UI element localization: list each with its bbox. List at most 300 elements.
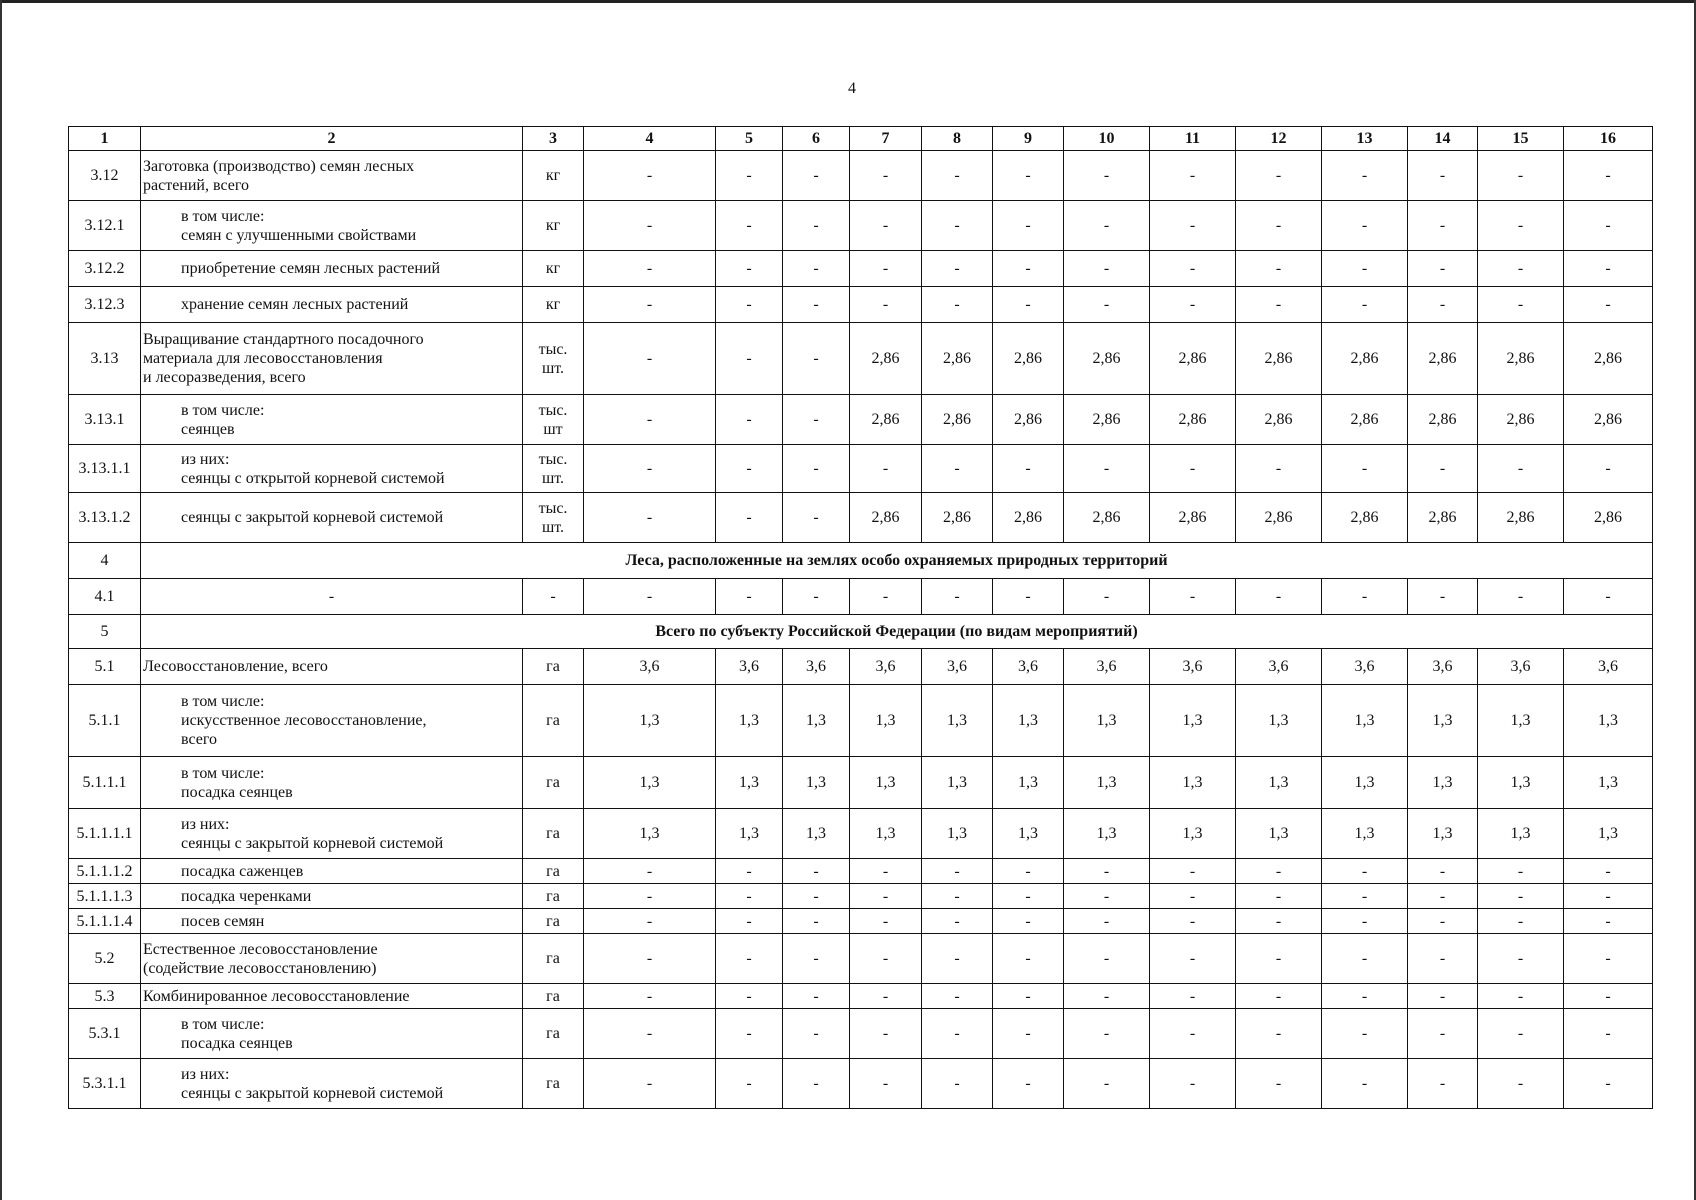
row-unit	[523, 934, 584, 984]
value-cell: -	[1478, 909, 1564, 934]
value-cell: -	[783, 859, 850, 884]
value-cell: 3,6	[584, 649, 716, 685]
value-cell: -	[1478, 251, 1564, 287]
cell-line: тыс.	[538, 499, 568, 517]
row-number: 3.13.1.1	[69, 445, 141, 493]
row-name	[141, 395, 523, 445]
value-cell: -	[1322, 859, 1408, 884]
cell-line: Комбинированное лесовосстановление	[143, 987, 410, 1005]
value-cell: 1,3	[993, 757, 1064, 809]
value-cell: -	[1564, 201, 1653, 251]
value-cell: -	[922, 151, 993, 201]
value-cell: 3,6	[850, 649, 922, 685]
value-cell: -	[584, 1009, 716, 1059]
value-cell: -	[783, 884, 850, 909]
cell-line: посадка сеянцев	[181, 783, 293, 801]
column-header: 3	[523, 127, 584, 151]
value-cell: -	[850, 579, 922, 615]
row-unit	[523, 445, 584, 493]
section-title: Всего по субъекту Российской Федерации (по видам мероприятий)	[141, 615, 1653, 649]
row-number: 3.13.1	[69, 395, 141, 445]
cell-line: -	[328, 588, 335, 605]
value-cell: -	[584, 395, 716, 445]
value-cell: 1,3	[1236, 757, 1322, 809]
table-row	[69, 493, 1653, 543]
value-cell: -	[1408, 884, 1478, 909]
row-unit	[523, 323, 584, 395]
cell-line: в том числе:	[181, 1015, 265, 1033]
column-header: 6	[783, 127, 850, 151]
cell-line: га	[546, 825, 560, 842]
value-cell: 2,86	[1408, 493, 1478, 543]
value-cell: -	[1150, 1059, 1236, 1109]
cell-line: га	[546, 950, 560, 967]
row-number: 5.1.1.1	[69, 757, 141, 809]
cell-line: искусственное лесовосстановление,	[181, 712, 427, 729]
value-cell: -	[1064, 1059, 1150, 1109]
cell-line: Заготовка (производство) семян лесных	[143, 157, 415, 175]
row-number: 5.1.1.1.2	[69, 859, 141, 884]
value-cell: -	[783, 493, 850, 543]
row-unit	[523, 1009, 584, 1059]
row-unit	[523, 251, 584, 287]
value-cell: -	[1564, 859, 1653, 884]
row-number: 3.12.2	[69, 251, 141, 287]
cell-line: шт	[543, 420, 563, 438]
value-cell: -	[1064, 445, 1150, 493]
value-cell: -	[1322, 1059, 1408, 1109]
value-cell: 1,3	[716, 809, 783, 859]
value-cell: -	[1564, 445, 1653, 493]
value-cell: -	[922, 859, 993, 884]
value-cell: -	[584, 151, 716, 201]
value-cell: -	[1150, 151, 1236, 201]
value-cell: -	[1478, 1059, 1564, 1109]
column-header: 10	[1064, 127, 1150, 151]
cell-line: га	[546, 658, 560, 675]
row-name	[141, 859, 523, 884]
column-header: 7	[850, 127, 922, 151]
cell-line: га	[546, 1075, 560, 1092]
table-row	[69, 1059, 1653, 1109]
value-cell: -	[1408, 1059, 1478, 1109]
value-cell: 3,6	[1478, 649, 1564, 685]
value-cell: -	[993, 1059, 1064, 1109]
column-header: 2	[141, 127, 523, 151]
value-cell: -	[993, 579, 1064, 615]
value-cell: 2,86	[1150, 395, 1236, 445]
value-cell: 2,86	[1064, 395, 1150, 445]
value-cell: -	[1478, 934, 1564, 984]
row-unit	[523, 151, 584, 201]
value-cell: -	[783, 984, 850, 1009]
value-cell: -	[584, 909, 716, 934]
row-unit	[523, 757, 584, 809]
value-cell: -	[783, 251, 850, 287]
row-name	[141, 579, 523, 615]
value-cell: -	[1236, 579, 1322, 615]
value-cell: -	[1236, 445, 1322, 493]
cell-line: Лесовосстановление, всего	[143, 658, 328, 675]
value-cell: -	[1150, 859, 1236, 884]
table-body	[69, 127, 1653, 1109]
value-cell: -	[1478, 201, 1564, 251]
value-cell: -	[716, 493, 783, 543]
value-cell: 1,3	[850, 757, 922, 809]
value-cell: -	[993, 445, 1064, 493]
value-cell: -	[922, 884, 993, 909]
value-cell: -	[850, 287, 922, 323]
value-cell: -	[716, 151, 783, 201]
value-cell: 1,3	[1322, 685, 1408, 757]
table-row	[69, 685, 1653, 757]
value-cell: -	[1064, 579, 1150, 615]
value-cell: -	[1064, 934, 1150, 984]
value-cell: -	[1322, 445, 1408, 493]
value-cell: -	[1408, 579, 1478, 615]
value-cell: 3,6	[1408, 649, 1478, 685]
value-cell: -	[1478, 859, 1564, 884]
value-cell: 1,3	[922, 685, 993, 757]
cell-line: растений, всего	[143, 176, 250, 194]
cell-line: в том числе:	[181, 693, 265, 710]
cell-line: посадка сеянцев	[181, 1034, 293, 1052]
value-cell: -	[850, 909, 922, 934]
value-cell: -	[993, 201, 1064, 251]
value-cell: 1,3	[1478, 809, 1564, 859]
value-cell: -	[1408, 201, 1478, 251]
value-cell: -	[1564, 579, 1653, 615]
value-cell: -	[1322, 251, 1408, 287]
row-name	[141, 909, 523, 934]
value-cell: -	[1564, 909, 1653, 934]
value-cell: -	[1150, 909, 1236, 934]
value-cell: -	[1564, 934, 1653, 984]
value-cell: -	[584, 201, 716, 251]
value-cell: -	[1408, 984, 1478, 1009]
value-cell: -	[783, 445, 850, 493]
value-cell: -	[783, 909, 850, 934]
table-row	[69, 579, 1653, 615]
value-cell: -	[1322, 151, 1408, 201]
section-row	[69, 615, 1653, 649]
cell-line: тыс.	[538, 450, 568, 468]
value-cell: 2,86	[993, 323, 1064, 395]
column-header: 4	[584, 127, 716, 151]
value-cell: 1,3	[1322, 809, 1408, 859]
value-cell: -	[584, 934, 716, 984]
row-unit	[523, 395, 584, 445]
value-cell: -	[783, 395, 850, 445]
row-name	[141, 685, 523, 757]
cell-line: из них:	[181, 450, 230, 468]
column-header: 8	[922, 127, 993, 151]
column-header: 9	[993, 127, 1064, 151]
row-name	[141, 884, 523, 909]
table-row	[69, 649, 1653, 685]
column-header: 14	[1408, 127, 1478, 151]
value-cell: 2,86	[1408, 395, 1478, 445]
value-cell: -	[850, 884, 922, 909]
value-cell: 1,3	[1408, 809, 1478, 859]
row-number: 5	[69, 615, 141, 649]
value-cell: -	[1408, 859, 1478, 884]
row-name	[141, 445, 523, 493]
value-cell: 1,3	[783, 809, 850, 859]
value-cell: 1,3	[1408, 757, 1478, 809]
row-number: 4.1	[69, 579, 141, 615]
row-unit	[523, 579, 584, 615]
cell-line: кг	[545, 167, 561, 184]
value-cell: -	[850, 859, 922, 884]
value-cell: -	[716, 884, 783, 909]
value-cell: -	[922, 909, 993, 934]
cell-line: хранение семян лесных растений	[181, 296, 409, 313]
value-cell: -	[1150, 984, 1236, 1009]
value-cell: -	[922, 201, 993, 251]
value-cell: 1,3	[1150, 685, 1236, 757]
row-name	[141, 757, 523, 809]
value-cell: -	[1478, 445, 1564, 493]
row-name	[141, 984, 523, 1009]
value-cell: 1,3	[1150, 757, 1236, 809]
column-header: 11	[1150, 127, 1236, 151]
value-cell: 2,86	[1564, 493, 1653, 543]
cell-line: из них:	[181, 1065, 230, 1083]
value-cell: -	[1150, 201, 1236, 251]
value-cell: -	[1064, 251, 1150, 287]
page-left-border	[0, 0, 2, 1200]
value-cell: 2,86	[1236, 395, 1322, 445]
value-cell: -	[716, 1059, 783, 1109]
value-cell: -	[1564, 287, 1653, 323]
value-cell: 2,86	[922, 493, 993, 543]
value-cell: -	[1150, 579, 1236, 615]
value-cell: -	[1478, 287, 1564, 323]
value-cell: -	[1564, 151, 1653, 201]
row-name	[141, 251, 523, 287]
value-cell: -	[1408, 445, 1478, 493]
value-cell: 1,3	[1564, 809, 1653, 859]
row-number: 5.2	[69, 934, 141, 984]
cell-line: в том числе:	[181, 764, 265, 782]
cell-line: тыс.	[538, 401, 568, 419]
table-row	[69, 859, 1653, 884]
cell-line: га	[546, 912, 560, 930]
value-cell: -	[1408, 934, 1478, 984]
value-cell: -	[1150, 884, 1236, 909]
data-table	[68, 126, 1653, 1109]
table-row	[69, 445, 1653, 493]
value-cell: -	[584, 287, 716, 323]
value-cell: -	[1478, 151, 1564, 201]
value-cell: -	[922, 445, 993, 493]
value-cell: 2,86	[1322, 493, 1408, 543]
value-cell: -	[1064, 201, 1150, 251]
value-cell: -	[993, 859, 1064, 884]
column-header: 16	[1564, 127, 1653, 151]
cell-line: всего	[181, 731, 218, 748]
value-cell: -	[584, 984, 716, 1009]
value-cell: -	[1408, 1009, 1478, 1059]
cell-line: шт.	[541, 359, 565, 377]
value-cell: 2,86	[1150, 493, 1236, 543]
value-cell: 2,86	[1408, 323, 1478, 395]
value-cell: -	[1478, 884, 1564, 909]
cell-line: приобретение семян лесных растений	[181, 260, 441, 277]
row-number: 5.1.1.1.4	[69, 909, 141, 934]
table-row	[69, 201, 1653, 251]
value-cell: -	[1564, 1059, 1653, 1109]
value-cell: -	[850, 201, 922, 251]
cell-line: посадка саженцев	[181, 862, 304, 880]
value-cell: 2,86	[922, 395, 993, 445]
value-cell: -	[783, 151, 850, 201]
value-cell: -	[1236, 1009, 1322, 1059]
value-cell: 2,86	[993, 493, 1064, 543]
value-cell: -	[1064, 287, 1150, 323]
value-cell: 2,86	[1236, 323, 1322, 395]
row-unit	[523, 984, 584, 1009]
value-cell: -	[716, 323, 783, 395]
table-row	[69, 1009, 1653, 1059]
value-cell: 1,3	[993, 685, 1064, 757]
value-cell: -	[584, 1059, 716, 1109]
header-row	[69, 127, 1653, 151]
value-cell: 1,3	[922, 757, 993, 809]
table-row	[69, 984, 1653, 1009]
row-unit	[523, 685, 584, 757]
value-cell: 2,86	[1322, 395, 1408, 445]
cell-line: посадка черенками	[181, 887, 312, 905]
value-cell: 2,86	[1478, 493, 1564, 543]
value-cell: 2,86	[1064, 493, 1150, 543]
value-cell: -	[716, 1009, 783, 1059]
value-cell: 1,3	[1564, 757, 1653, 809]
cell-line: материала для лесовосстановления	[143, 350, 383, 367]
page-top-border	[0, 0, 1696, 3]
value-cell: -	[716, 395, 783, 445]
value-cell: -	[1064, 151, 1150, 201]
value-cell: 2,86	[922, 323, 993, 395]
value-cell: 3,6	[922, 649, 993, 685]
column-header: 1	[69, 127, 141, 151]
value-cell: -	[850, 151, 922, 201]
value-cell: 3,6	[1564, 649, 1653, 685]
value-cell: -	[783, 934, 850, 984]
value-cell: 1,3	[1064, 685, 1150, 757]
row-unit	[523, 1059, 584, 1109]
value-cell: 2,86	[1064, 323, 1150, 395]
column-header: 13	[1322, 127, 1408, 151]
row-number: 3.12.3	[69, 287, 141, 323]
value-cell: -	[922, 934, 993, 984]
value-cell: -	[922, 1059, 993, 1109]
value-cell: 1,3	[993, 809, 1064, 859]
table-row	[69, 934, 1653, 984]
cell-line: сеянцы с открытой корневой системой	[181, 469, 445, 487]
table-row	[69, 884, 1653, 909]
value-cell: -	[1564, 984, 1653, 1009]
row-name	[141, 1009, 523, 1059]
value-cell: -	[584, 884, 716, 909]
value-cell: 1,3	[1322, 757, 1408, 809]
value-cell: -	[1236, 984, 1322, 1009]
value-cell: -	[1150, 1009, 1236, 1059]
row-name	[141, 493, 523, 543]
value-cell: 1,3	[1150, 809, 1236, 859]
value-cell: -	[1236, 934, 1322, 984]
row-name	[141, 201, 523, 251]
table-row	[69, 909, 1653, 934]
value-cell: -	[1408, 251, 1478, 287]
value-cell: -	[1236, 287, 1322, 323]
cell-line: (содействие лесовосстановлению)	[143, 959, 377, 977]
value-cell: -	[850, 984, 922, 1009]
value-cell: -	[993, 151, 1064, 201]
value-cell: 2,86	[1564, 395, 1653, 445]
value-cell: -	[1322, 909, 1408, 934]
value-cell: -	[1150, 287, 1236, 323]
value-cell: 1,3	[922, 809, 993, 859]
cell-line: га	[546, 1025, 560, 1042]
row-number: 3.12	[69, 151, 141, 201]
row-name	[141, 323, 523, 395]
section-title: Леса, расположенные на землях особо охраняемых природных территорий	[141, 543, 1653, 579]
value-cell: -	[584, 251, 716, 287]
value-cell: -	[783, 1059, 850, 1109]
value-cell: 3,6	[993, 649, 1064, 685]
value-cell: 2,86	[850, 493, 922, 543]
value-cell: 1,3	[1408, 685, 1478, 757]
value-cell: -	[850, 445, 922, 493]
cell-line: кг	[545, 217, 561, 234]
value-cell: -	[922, 579, 993, 615]
value-cell: -	[1478, 1009, 1564, 1059]
value-cell: -	[993, 984, 1064, 1009]
value-cell: -	[993, 1009, 1064, 1059]
value-cell: 1,3	[584, 809, 716, 859]
value-cell: -	[716, 984, 783, 1009]
cell-line: в том числе:	[181, 207, 265, 225]
value-cell: 3,6	[716, 649, 783, 685]
value-cell: -	[993, 934, 1064, 984]
cell-line: посев семян	[181, 912, 265, 930]
value-cell: -	[1236, 884, 1322, 909]
table-row	[69, 151, 1653, 201]
value-cell: -	[850, 1059, 922, 1109]
value-cell: -	[584, 445, 716, 493]
value-cell: 3,6	[1236, 649, 1322, 685]
value-cell: -	[1322, 201, 1408, 251]
value-cell: -	[1150, 251, 1236, 287]
value-cell: -	[783, 579, 850, 615]
row-name	[141, 1059, 523, 1109]
value-cell: -	[993, 251, 1064, 287]
row-unit	[523, 287, 584, 323]
value-cell: -	[850, 251, 922, 287]
cell-line: из них:	[181, 815, 230, 833]
value-cell: -	[922, 984, 993, 1009]
row-unit	[523, 493, 584, 543]
value-cell: 1,3	[850, 685, 922, 757]
cell-line: и лесоразведения, всего	[143, 369, 306, 386]
value-cell: 2,86	[1564, 323, 1653, 395]
row-unit	[523, 884, 584, 909]
row-name	[141, 934, 523, 984]
value-cell: -	[1564, 1009, 1653, 1059]
row-number: 4	[69, 543, 141, 579]
